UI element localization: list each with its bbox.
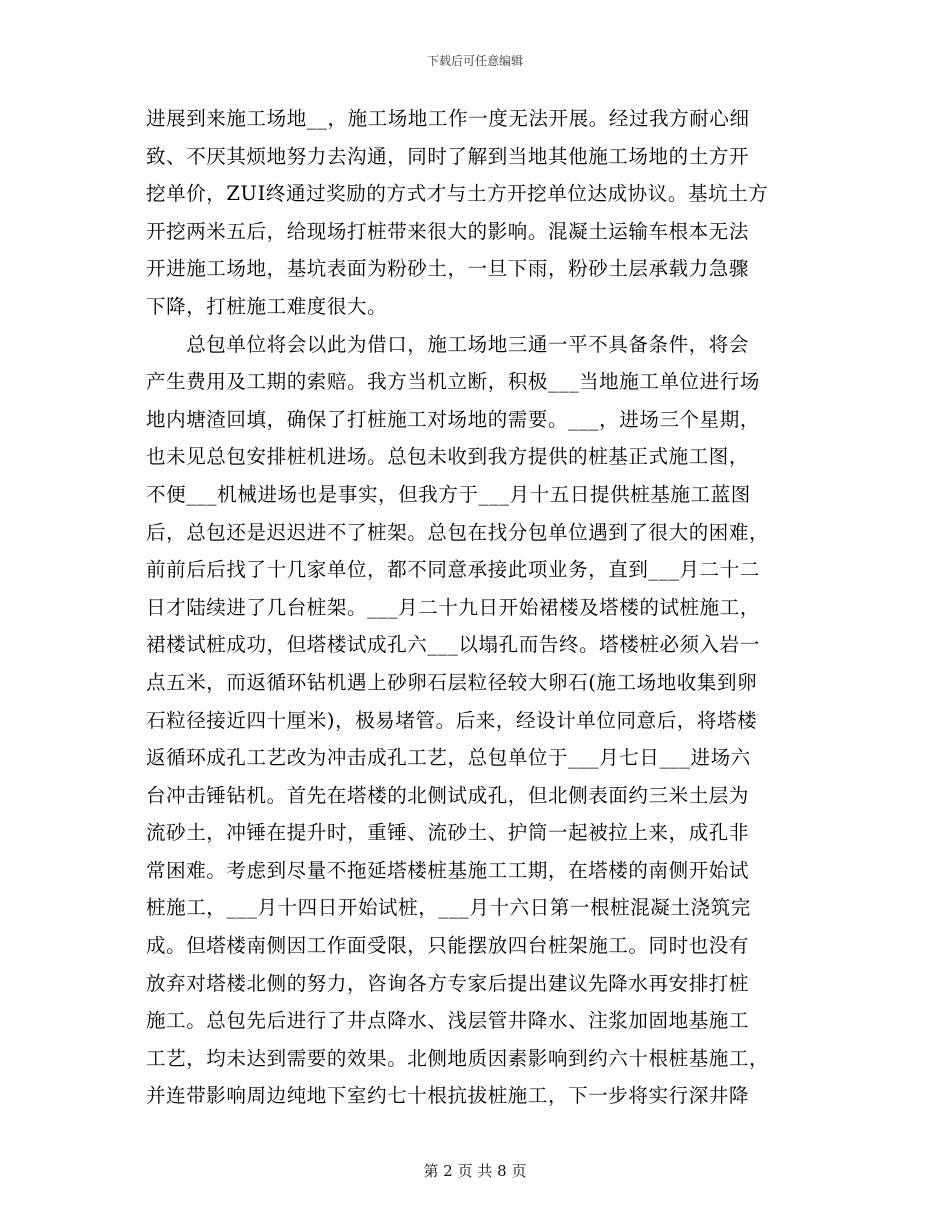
- text-line: 后，总包还是迟迟进不了桩架。总包在找分包单位遇到了很大的困难，: [146, 520, 770, 544]
- text-line: 并连带影响周边纯地下室约七十根抗拔桩施工，下一步将实行深井降: [146, 1084, 750, 1108]
- page-header: 下载后可任意编辑: [426, 54, 523, 68]
- text-line: 挖单价，ZUI终通过奖励的方式才与土方开挖单位达成协议。基坑土方: [146, 182, 769, 206]
- text-line: 前前后后找了十几家单位，都不同意承接此项业务，直到___月二十二: [146, 558, 760, 582]
- text-line: 开进施工场地，基坑表面为粉砂土，一旦下雨，粉砂土层承载力急骤: [146, 257, 750, 281]
- text-line: 总包单位将会以此为借口，施工场地三通一平不具备条件，将会: [146, 332, 750, 356]
- text-line: 日才陆续进了几台桩架。___月二十九日开始裙楼及塔楼的试桩施工，: [146, 595, 760, 619]
- text-line: 地内塘渣回填，确保了打桩施工对场地的需要。___，进场三个星期，: [146, 407, 760, 431]
- text-line: 工艺，均未达到需要的效果。北侧地质因素影响到约六十根桩基施工，: [146, 1046, 770, 1070]
- text-line: 裙楼试桩成功，但塔楼试成孔六___以塌孔而告终。塔楼桩必须入岩一: [146, 633, 760, 657]
- text-line: 流砂土，冲锤在提升时，重锤、流砂土、护筒一起被拉上来，成孔非: [146, 821, 750, 845]
- text-line: 进展到来施工场地__，施工场地工作一度无法开展。经过我方耐心细: [146, 107, 750, 130]
- text-line: 产生费用及工期的索赔。我方当机立断，积极___当地施工单位进行场: [146, 370, 760, 394]
- text-line: 也未见总包安排桩机进场。总包未收到我方提供的桩基正式施工图，: [146, 445, 750, 469]
- text-line: 开挖两米五后，给现场打桩带来很大的影响。混凝土运输车根本无法: [146, 219, 750, 243]
- text-line: 石粒径接近四十厘米)，极易堵管。后来，经设计单位同意后，将塔楼: [146, 708, 758, 732]
- paragraph: [146, 326, 816, 1115]
- text-line: 台冲击锤钻机。首先在塔楼的北侧试成孔，但北侧表面约三米土层为: [146, 783, 750, 807]
- text-line: 成。但塔楼南侧因工作面受限，只能摆放四台桩架施工。同时也没有: [146, 934, 750, 958]
- text-line: 放弃对塔楼北侧的努力，咨询各方专家后提出建议先降水再安排打桩: [146, 971, 750, 995]
- document-body: [146, 100, 816, 1115]
- paragraph: [146, 100, 816, 326]
- text-line: 施工。总包先后进行了井点降水、浅层管井降水、注浆加固地基施工: [146, 1009, 750, 1033]
- text-line: 下降，打桩施工难度很大。: [146, 294, 388, 318]
- text-line: 致、不厌其烦地努力去沟通，同时了解到当地其他施工场地的土方开: [146, 144, 750, 168]
- text-line: 常困难。考虑到尽量不拖延塔楼桩基施工工期，在塔楼的南侧开始试: [146, 858, 750, 882]
- text-line: 桩施工，___月十四日开始试桩，___月十六日第一根桩混凝土浇筑完: [146, 896, 751, 920]
- text-line: 返循环成孔工艺改为冲击成孔工艺，总包单位于___月七日___进场六: [146, 746, 751, 770]
- page-number: 第 2 页 共 8 页: [423, 1162, 527, 1180]
- text-line: 不便___机械进场也是事实，但我方于___月十五日提供桩基施工蓝图: [146, 482, 751, 506]
- text-line: 点五米，而返循环钻机遇上砂卵石层粒径较大卵石(施工场地收集到卵: [146, 670, 758, 694]
